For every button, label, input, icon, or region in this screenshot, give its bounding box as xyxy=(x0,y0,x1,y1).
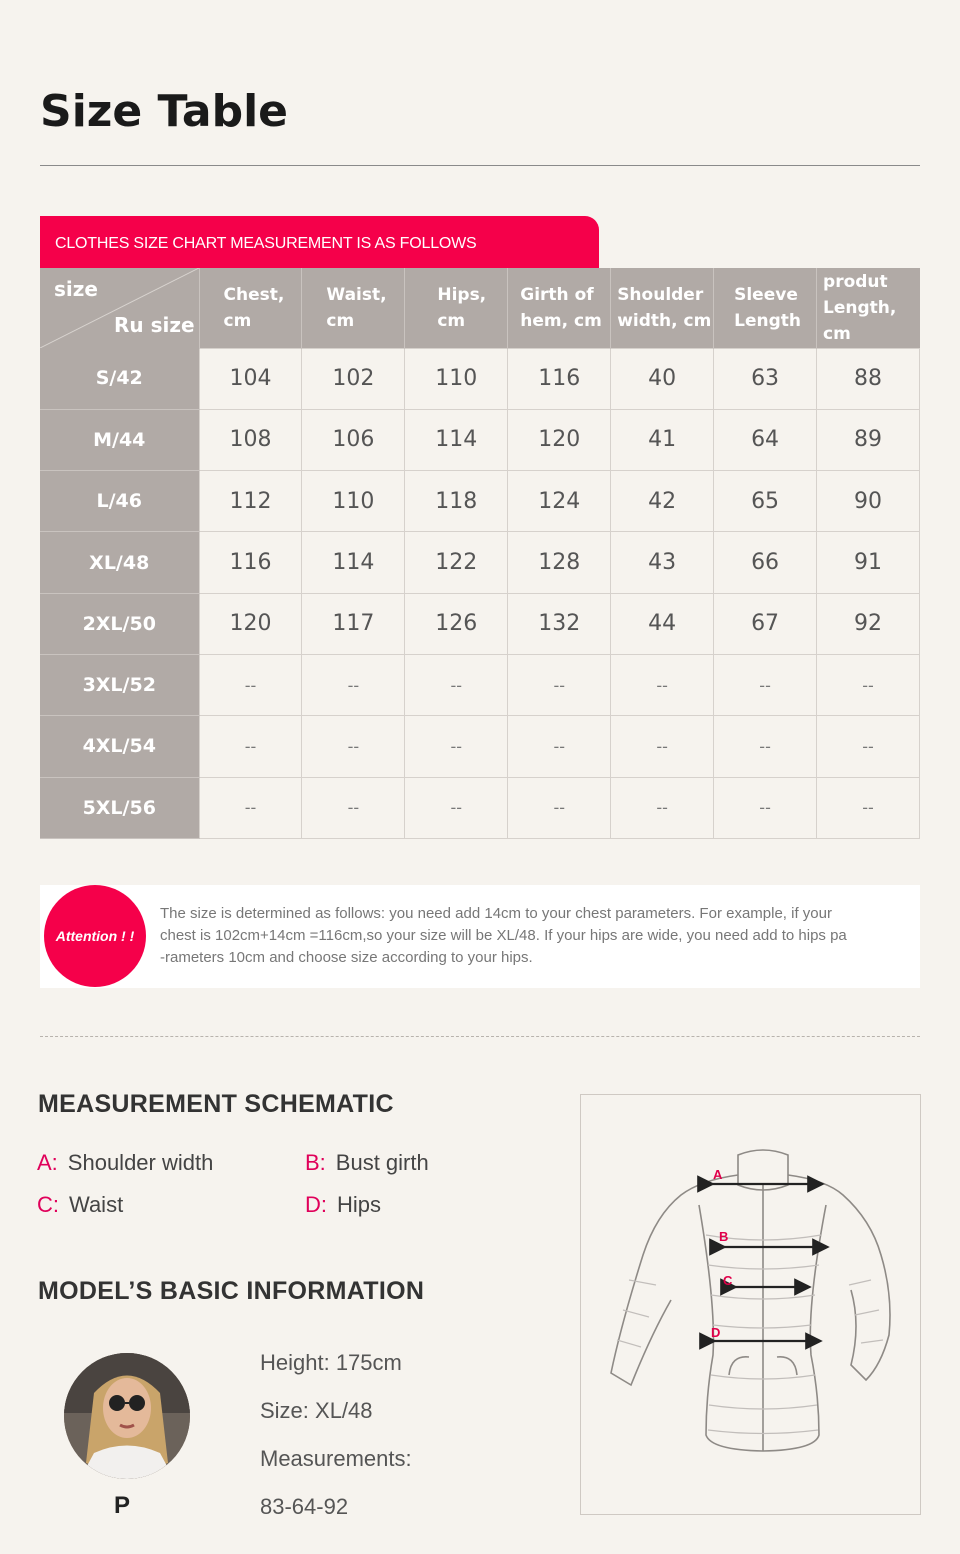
table-cell: -- xyxy=(405,777,508,838)
table-cell: 114 xyxy=(302,532,405,593)
model-info-heading: MODEL’S BASIC INFORMATION xyxy=(38,1277,425,1305)
table-row xyxy=(40,348,920,409)
diagram-marker-b: B xyxy=(719,1229,729,1244)
model-measurements-value: 83-64-92 xyxy=(260,1494,349,1519)
table-cell: 126 xyxy=(405,593,508,654)
table-cell: -- xyxy=(611,716,714,777)
column-header-hem-girth: Girth of hem, cm xyxy=(508,268,611,348)
table-cell: -- xyxy=(302,716,405,777)
size-chart-banner: CLOTHES SIZE CHART MEASUREMENT IS AS FOLLOWS xyxy=(40,216,599,268)
table-cell: -- xyxy=(508,777,611,838)
table-cell: -- xyxy=(817,654,920,715)
corner-label-ru-size: Ru size xyxy=(114,313,195,337)
title-divider xyxy=(40,165,920,166)
model-height: Height: 175cm xyxy=(260,1350,402,1375)
table-cell: 116 xyxy=(199,532,302,593)
corner-label-size: size xyxy=(54,277,98,301)
table-cell: 120 xyxy=(508,409,611,470)
table-corner-header xyxy=(40,268,199,348)
row-size-label: XL/48 xyxy=(40,532,199,593)
legend-shoulder-width: A: Shoulder width xyxy=(37,1150,214,1175)
row-size-label: 4XL/54 xyxy=(40,716,199,777)
table-cell: -- xyxy=(714,777,817,838)
attention-note xyxy=(40,885,920,988)
table-cell: -- xyxy=(817,777,920,838)
table-cell: -- xyxy=(302,654,405,715)
table-cell: -- xyxy=(199,716,302,777)
table-cell: 118 xyxy=(405,471,508,532)
table-cell: 108 xyxy=(199,409,302,470)
table-cell: -- xyxy=(199,777,302,838)
legend-waist: C: Waist xyxy=(37,1192,124,1217)
table-cell: 116 xyxy=(508,348,611,409)
table-cell: -- xyxy=(199,654,302,715)
table-cell: -- xyxy=(405,654,508,715)
table-cell: -- xyxy=(302,777,405,838)
table-cell: -- xyxy=(611,654,714,715)
table-cell: 44 xyxy=(611,593,714,654)
table-row xyxy=(40,716,920,777)
table-cell: 91 xyxy=(817,532,920,593)
table-cell: 89 xyxy=(817,409,920,470)
row-size-label: 3XL/52 xyxy=(40,654,199,715)
column-header-sleeve-length: Sleeve Length xyxy=(714,268,817,348)
table-cell: 110 xyxy=(405,348,508,409)
table-cell: -- xyxy=(714,654,817,715)
model-size: Size: XL/48 xyxy=(260,1398,373,1423)
table-cell: 120 xyxy=(199,593,302,654)
table-cell: -- xyxy=(508,654,611,715)
table-cell: 64 xyxy=(714,409,817,470)
table-cell: -- xyxy=(405,716,508,777)
table-cell: 63 xyxy=(714,348,817,409)
size-table xyxy=(40,268,920,839)
table-cell: 65 xyxy=(714,471,817,532)
table-cell: 122 xyxy=(405,532,508,593)
table-cell: 40 xyxy=(611,348,714,409)
table-row xyxy=(40,409,920,470)
attention-text: The size is determined as follows: you need add 14cm to your chest parameters. For example, if your chest is 102cm+14cm =116cm,so your size will be XL/48. If your hips are wide, you need add to hips pa -rameters 10cm and choose size according to your hips. xyxy=(160,905,847,966)
column-header-waist: Waist, cm xyxy=(302,268,405,348)
table-row xyxy=(40,532,920,593)
legend-hips: D: Hips xyxy=(305,1192,382,1217)
legend-bust-girth: B: Bust girth xyxy=(305,1150,429,1175)
diagram-marker-c: C xyxy=(723,1273,733,1288)
model-initial: P xyxy=(114,1492,131,1519)
measurement-schematic-heading: MEASUREMENT SCHEMATIC xyxy=(38,1090,394,1118)
table-cell: 41 xyxy=(611,409,714,470)
table-cell: 117 xyxy=(302,593,405,654)
diagram-marker-a: A xyxy=(713,1167,723,1182)
row-size-label: M/44 xyxy=(40,409,199,470)
table-row xyxy=(40,593,920,654)
table-cell: 132 xyxy=(508,593,611,654)
table-cell: -- xyxy=(714,716,817,777)
row-size-label: 2XL/50 xyxy=(40,593,199,654)
column-header-chest: Chest, cm xyxy=(199,268,302,348)
coat-schematic-diagram xyxy=(580,1094,921,1515)
table-cell: 104 xyxy=(199,348,302,409)
page-title: Size Table xyxy=(40,86,288,137)
attention-badge: Attention ! ! xyxy=(44,885,146,987)
column-header-shoulder-width: Shoulder width, cm xyxy=(611,268,714,348)
table-row xyxy=(40,471,920,532)
table-cell: 67 xyxy=(714,593,817,654)
table-cell: -- xyxy=(817,716,920,777)
table-cell: 88 xyxy=(817,348,920,409)
table-cell: -- xyxy=(611,777,714,838)
table-cell: 90 xyxy=(817,471,920,532)
diagram-marker-d: D xyxy=(711,1325,721,1340)
table-cell: 106 xyxy=(302,409,405,470)
column-header-hips: Hips, cm xyxy=(405,268,508,348)
coat-outline-illustration xyxy=(581,1095,922,1516)
column-header-product-length: produt Length, cm xyxy=(817,268,920,348)
section-divider xyxy=(40,1036,920,1037)
table-cell: 124 xyxy=(508,471,611,532)
model-measurements-label: Measurements: xyxy=(260,1446,412,1471)
table-cell: 128 xyxy=(508,532,611,593)
table-cell: 112 xyxy=(199,471,302,532)
table-cell: 110 xyxy=(302,471,405,532)
table-cell: 43 xyxy=(611,532,714,593)
model-avatar xyxy=(64,1353,190,1479)
table-cell: 92 xyxy=(817,593,920,654)
row-size-label: S/42 xyxy=(40,348,199,409)
table-cell: 114 xyxy=(405,409,508,470)
table-cell: 42 xyxy=(611,471,714,532)
table-row xyxy=(40,777,920,838)
row-size-label: L/46 xyxy=(40,471,199,532)
table-row xyxy=(40,654,920,715)
table-cell: -- xyxy=(508,716,611,777)
table-header-row xyxy=(40,268,920,348)
table-cell: 102 xyxy=(302,348,405,409)
row-size-label: 5XL/56 xyxy=(40,777,199,838)
table-cell: 66 xyxy=(714,532,817,593)
